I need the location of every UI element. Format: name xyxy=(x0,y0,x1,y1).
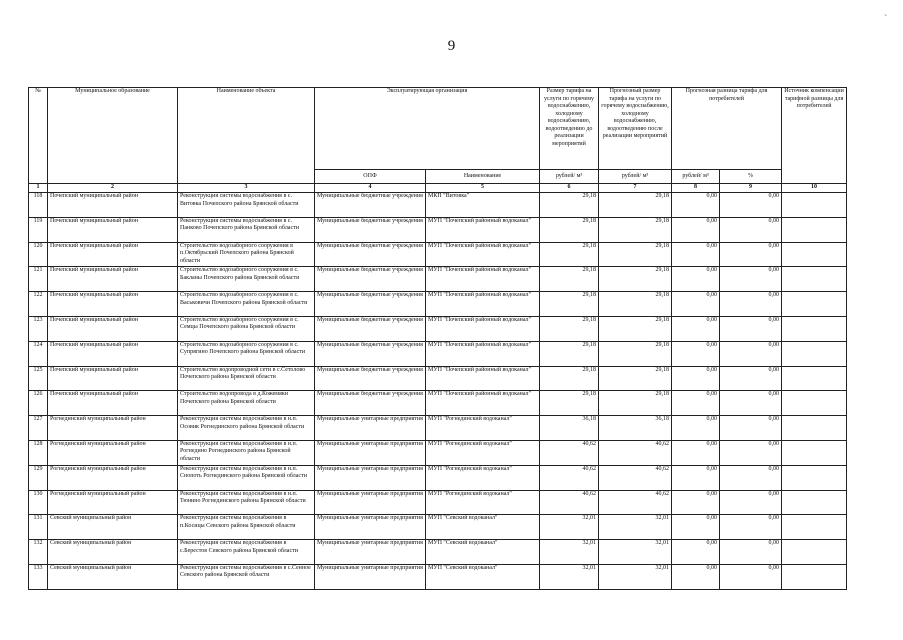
tariff-before-cell: 40,62 xyxy=(540,490,599,515)
diff-percent-cell: 0,00 xyxy=(720,515,782,540)
tariff-before-cell: 40,62 xyxy=(540,440,599,465)
opf-cell: Муниципальные бюджетные учреждения xyxy=(315,316,426,341)
diff-rub-cell: 0,00 xyxy=(672,465,720,490)
diff-rub-cell: 0,00 xyxy=(672,267,720,292)
source-cell xyxy=(782,366,847,391)
tariff-before-cell: 29,18 xyxy=(540,391,599,416)
municipality-cell: Почепский муниципальный район xyxy=(48,242,178,267)
table-row xyxy=(29,366,847,391)
header-tariff-after: Прогнозный размер тарифа на услуги по горячему водоснабжению, холодному водоснабжению, водоотведению после реализации мероприятий xyxy=(599,88,672,170)
opf-cell: Муниципальные бюджетные учреждения xyxy=(315,341,426,366)
org-name-cell: МУП "Севский водоканал" xyxy=(426,540,540,565)
source-cell xyxy=(782,292,847,317)
table-row xyxy=(29,341,847,366)
diff-rub-cell: 0,00 xyxy=(672,391,720,416)
header-operator: Эксплуатирующая организация xyxy=(315,88,540,170)
tariff-after-cell: 29,18 xyxy=(599,316,672,341)
diff-rub-cell: 0,00 xyxy=(672,564,720,589)
header-unit-percent: % xyxy=(720,170,782,184)
municipality-cell: Почепский муниципальный район xyxy=(48,217,178,242)
diff-percent-cell: 0,00 xyxy=(720,440,782,465)
object-cell: Реконструкция системы водоснабжения в с. Витовка Почепского района Брянской области xyxy=(178,193,315,218)
diff-rub-cell: 0,00 xyxy=(672,540,720,565)
municipality-cell: Рогнединский муниципальный район xyxy=(48,490,178,515)
municipality-cell: Почепский муниципальный район xyxy=(48,391,178,416)
header-unit-diff: рублей/ м³ xyxy=(672,170,720,184)
table-row xyxy=(29,193,847,218)
tariff-before-cell: 29,18 xyxy=(540,341,599,366)
table-row xyxy=(29,564,847,589)
column-number: 8 xyxy=(672,184,720,193)
row-number: 127 xyxy=(29,416,48,441)
source-cell xyxy=(782,391,847,416)
org-name-cell: МУП "Почепский районный водоканал" xyxy=(426,267,540,292)
object-cell: Строительство водозаборного сооружения в п.Октябрьский Почепского района Брянской области xyxy=(178,242,315,267)
header-municipality: Муниципальное образование xyxy=(48,88,178,184)
header-opf: ОПФ xyxy=(315,170,426,184)
table-row xyxy=(29,267,847,292)
diff-percent-cell: 0,00 xyxy=(720,242,782,267)
object-cell: Реконструкция системы водоснабжения в н.п. Осовик Рогнединского района Брянской области xyxy=(178,416,315,441)
diff-rub-cell: 0,00 xyxy=(672,341,720,366)
diff-rub-cell: 0,00 xyxy=(672,490,720,515)
tariff-after-cell: 29,18 xyxy=(599,242,672,267)
municipality-cell: Севский муниципальный район xyxy=(48,540,178,565)
object-cell: Строительство водозаборного сооружения в с. Супрягино Почепского района Брянской области xyxy=(178,341,315,366)
opf-cell: Муниципальные унитарные предприятия xyxy=(315,440,426,465)
tariff-before-cell: 29,18 xyxy=(540,316,599,341)
header-unit-before: рублей/ м³ xyxy=(540,170,599,184)
diff-percent-cell: 0,00 xyxy=(720,540,782,565)
org-name-cell: МУП "Почепский районный водоканал" xyxy=(426,217,540,242)
table-row xyxy=(29,465,847,490)
object-cell: Строительство водозаборного сооружения в с. Семцы Почепского района Брянской области xyxy=(178,316,315,341)
header-tariff-before: Размер тарифа на услуги по горячему водоснабжению, холодному водоснабжению, водоотведению до реализации мероприятий xyxy=(540,88,599,170)
header-org-name: Наименование xyxy=(426,170,540,184)
source-cell xyxy=(782,267,847,292)
column-number: 4 xyxy=(315,184,426,193)
tariff-after-cell: 29,18 xyxy=(599,217,672,242)
diff-rub-cell: 0,00 xyxy=(672,440,720,465)
row-number: 120 xyxy=(29,242,48,267)
object-cell: Строительство водозаборного сооружения в с. Васьковичи Почепского района Брянской области xyxy=(178,292,315,317)
municipality-cell: Почепский муниципальный район xyxy=(48,341,178,366)
org-name-cell: МУП "Рогнединский водоканал" xyxy=(426,465,540,490)
header-diff: Прогнозная разница тарифа для потребителей xyxy=(672,88,782,170)
diff-percent-cell: 0,00 xyxy=(720,465,782,490)
column-number: 2 xyxy=(48,184,178,193)
tariff-before-cell: 32,01 xyxy=(540,564,599,589)
opf-cell: Муниципальные бюджетные учреждения xyxy=(315,292,426,317)
column-number: 10 xyxy=(782,184,847,193)
tariff-table xyxy=(28,87,847,590)
org-name-cell: МУП "Почепский районный водоканал" xyxy=(426,366,540,391)
diff-percent-cell: 0,00 xyxy=(720,193,782,218)
tariff-after-cell: 32,01 xyxy=(599,540,672,565)
row-number: 119 xyxy=(29,217,48,242)
municipality-cell: Почепский муниципальный район xyxy=(48,267,178,292)
tariff-before-cell: 29,18 xyxy=(540,242,599,267)
row-number: 126 xyxy=(29,391,48,416)
org-name-cell: МУП "Почепский районный водоканал" xyxy=(426,292,540,317)
source-cell xyxy=(782,316,847,341)
tariff-after-cell: 29,18 xyxy=(599,292,672,317)
row-number: 118 xyxy=(29,193,48,218)
opf-cell: Муниципальные бюджетные учреждения xyxy=(315,242,426,267)
corner-mark: ` xyxy=(884,14,888,25)
tariff-after-cell: 32,01 xyxy=(599,564,672,589)
diff-percent-cell: 0,00 xyxy=(720,267,782,292)
tariff-after-cell: 29,18 xyxy=(599,267,672,292)
municipality-cell: Рогнединский муниципальный район xyxy=(48,465,178,490)
row-number: 123 xyxy=(29,316,48,341)
diff-percent-cell: 0,00 xyxy=(720,391,782,416)
diff-rub-cell: 0,00 xyxy=(672,217,720,242)
tariff-before-cell: 40,62 xyxy=(540,465,599,490)
municipality-cell: Рогнединский муниципальный район xyxy=(48,440,178,465)
object-cell: Реконструкция системы водоснабжения в п.Косицы Севского района Брянской области xyxy=(178,515,315,540)
opf-cell: Муниципальные унитарные предприятия xyxy=(315,416,426,441)
opf-cell: Муниципальные бюджетные учреждения xyxy=(315,193,426,218)
org-name-cell: МУП "Севский водоканал" xyxy=(426,515,540,540)
column-number: 6 xyxy=(540,184,599,193)
header-num: № xyxy=(29,88,48,184)
source-cell xyxy=(782,341,847,366)
diff-rub-cell: 0,00 xyxy=(672,515,720,540)
municipality-cell: Почепский муниципальный район xyxy=(48,316,178,341)
object-cell: Строительство водопроводной сети в с.Сетолово Почепского района Брянской области xyxy=(178,366,315,391)
diff-percent-cell: 0,00 xyxy=(720,416,782,441)
org-name-cell: МУП "Рогнединский водоканал" xyxy=(426,490,540,515)
tariff-after-cell: 29,18 xyxy=(599,366,672,391)
diff-rub-cell: 0,00 xyxy=(672,316,720,341)
diff-percent-cell: 0,00 xyxy=(720,217,782,242)
row-number: 124 xyxy=(29,341,48,366)
table-row xyxy=(29,316,847,341)
org-name-cell: МУП "Севский водоканал" xyxy=(426,564,540,589)
table-header xyxy=(29,88,847,193)
org-name-cell: МУП "Почепский районный водоканал" xyxy=(426,316,540,341)
opf-cell: Муниципальные бюджетные учреждения xyxy=(315,366,426,391)
diff-percent-cell: 0,00 xyxy=(720,366,782,391)
object-cell: Реконструкция системы водоснабжения в с.Берестов Севского района Брянской области xyxy=(178,540,315,565)
row-number: 121 xyxy=(29,267,48,292)
object-cell: Реконструкция системы водоснабжения в с. Панково Почепского района Брянской области xyxy=(178,217,315,242)
source-cell xyxy=(782,515,847,540)
diff-rub-cell: 0,00 xyxy=(672,292,720,317)
tariff-after-cell: 29,18 xyxy=(599,341,672,366)
row-number: 133 xyxy=(29,564,48,589)
opf-cell: Муниципальные унитарные предприятия xyxy=(315,515,426,540)
diff-percent-cell: 0,00 xyxy=(720,490,782,515)
object-cell: Реконструкция системы водоснабжения в н.п. Снопоть Рогнединского района Брянской области xyxy=(178,465,315,490)
opf-cell: Муниципальные унитарные предприятия xyxy=(315,465,426,490)
column-number: 7 xyxy=(599,184,672,193)
opf-cell: Муниципальные бюджетные учреждения xyxy=(315,217,426,242)
header-object: Наименование объекта xyxy=(178,88,315,184)
tariff-before-cell: 29,18 xyxy=(540,217,599,242)
object-cell: Строительство водозаборного сооружения в с. Бакланы Почепского района Брянской области xyxy=(178,267,315,292)
tariff-after-cell: 32,01 xyxy=(599,515,672,540)
row-number: 132 xyxy=(29,540,48,565)
municipality-cell: Севский муниципальный район xyxy=(48,564,178,589)
column-numbers-row xyxy=(29,184,847,193)
column-number: 1 xyxy=(29,184,48,193)
tariff-after-cell: 40,62 xyxy=(599,440,672,465)
table-row xyxy=(29,292,847,317)
header-unit-after: рублей/ м³ xyxy=(599,170,672,184)
diff-rub-cell: 0,00 xyxy=(672,242,720,267)
org-name-cell: МУП "Почепский районный водоканал" xyxy=(426,242,540,267)
row-number: 122 xyxy=(29,292,48,317)
table-row xyxy=(29,515,847,540)
table-body xyxy=(29,193,847,590)
opf-cell: Муниципальные бюджетные учреждения xyxy=(315,391,426,416)
row-number: 129 xyxy=(29,465,48,490)
municipality-cell: Рогнединский муниципальный район xyxy=(48,416,178,441)
object-cell: Реконструкция системы водоснабжения в н.п. Рогнедино Рогнединского района Брянской области xyxy=(178,440,315,465)
column-number: 3 xyxy=(178,184,315,193)
tariff-before-cell: 32,01 xyxy=(540,540,599,565)
tariff-before-cell: 36,18 xyxy=(540,416,599,441)
row-number: 128 xyxy=(29,440,48,465)
column-number: 5 xyxy=(426,184,540,193)
source-cell xyxy=(782,217,847,242)
source-cell xyxy=(782,540,847,565)
page-number: 9 xyxy=(447,38,456,54)
table-row xyxy=(29,217,847,242)
municipality-cell: Почепский муниципальный район xyxy=(48,292,178,317)
municipality-cell: Почепский муниципальный район xyxy=(48,193,178,218)
opf-cell: Муниципальные унитарные предприятия xyxy=(315,540,426,565)
diff-rub-cell: 0,00 xyxy=(672,416,720,441)
object-cell: Строительство водопровода в д.Кожемяки Почепского района Брянской области xyxy=(178,391,315,416)
tariff-before-cell: 29,18 xyxy=(540,366,599,391)
table-row xyxy=(29,490,847,515)
table-row xyxy=(29,440,847,465)
table-row xyxy=(29,540,847,565)
org-name-cell: МУП "Рогнединский водоканал" xyxy=(426,440,540,465)
table-row xyxy=(29,391,847,416)
object-cell: Реконструкция системы водоснабжения в н.п. Тюнино Рогнединского района Брянской области xyxy=(178,490,315,515)
tariff-after-cell: 29,18 xyxy=(599,391,672,416)
row-number: 125 xyxy=(29,366,48,391)
tariff-after-cell: 29,18 xyxy=(599,193,672,218)
row-number: 131 xyxy=(29,515,48,540)
opf-cell: Муниципальные унитарные предприятия xyxy=(315,490,426,515)
tariff-before-cell: 29,18 xyxy=(540,193,599,218)
diff-rub-cell: 0,00 xyxy=(672,193,720,218)
column-number: 9 xyxy=(720,184,782,193)
source-cell xyxy=(782,193,847,218)
tariff-before-cell: 29,18 xyxy=(540,267,599,292)
tariff-after-cell: 36,18 xyxy=(599,416,672,441)
municipality-cell: Севский муниципальный район xyxy=(48,515,178,540)
org-name-cell: МКП "Витовка" xyxy=(426,193,540,218)
row-number: 130 xyxy=(29,490,48,515)
tariff-before-cell: 29,18 xyxy=(540,292,599,317)
diff-rub-cell: 0,00 xyxy=(672,366,720,391)
header-source: Источник компенсации тарифной разницы для потребителей xyxy=(782,88,847,184)
diff-percent-cell: 0,00 xyxy=(720,316,782,341)
tariff-after-cell: 40,62 xyxy=(599,490,672,515)
table-row xyxy=(29,416,847,441)
source-cell xyxy=(782,490,847,515)
source-cell xyxy=(782,465,847,490)
source-cell xyxy=(782,440,847,465)
table-row xyxy=(29,242,847,267)
tariff-after-cell: 40,62 xyxy=(599,465,672,490)
tariff-before-cell: 32,01 xyxy=(540,515,599,540)
diff-percent-cell: 0,00 xyxy=(720,292,782,317)
opf-cell: Муниципальные бюджетные учреждения xyxy=(315,267,426,292)
org-name-cell: МУП "Почепский районный водоканал" xyxy=(426,391,540,416)
source-cell xyxy=(782,564,847,589)
diff-percent-cell: 0,00 xyxy=(720,341,782,366)
source-cell xyxy=(782,416,847,441)
municipality-cell: Почепский муниципальный район xyxy=(48,366,178,391)
source-cell xyxy=(782,242,847,267)
opf-cell: Муниципальные унитарные предприятия xyxy=(315,564,426,589)
object-cell: Реконструкция системы водоснабжения в с.Сенное Севского района Брянской области xyxy=(178,564,315,589)
diff-percent-cell: 0,00 xyxy=(720,564,782,589)
org-name-cell: МУП "Почепский районный водоканал" xyxy=(426,341,540,366)
org-name-cell: МУП "Рогнединский водоканал" xyxy=(426,416,540,441)
